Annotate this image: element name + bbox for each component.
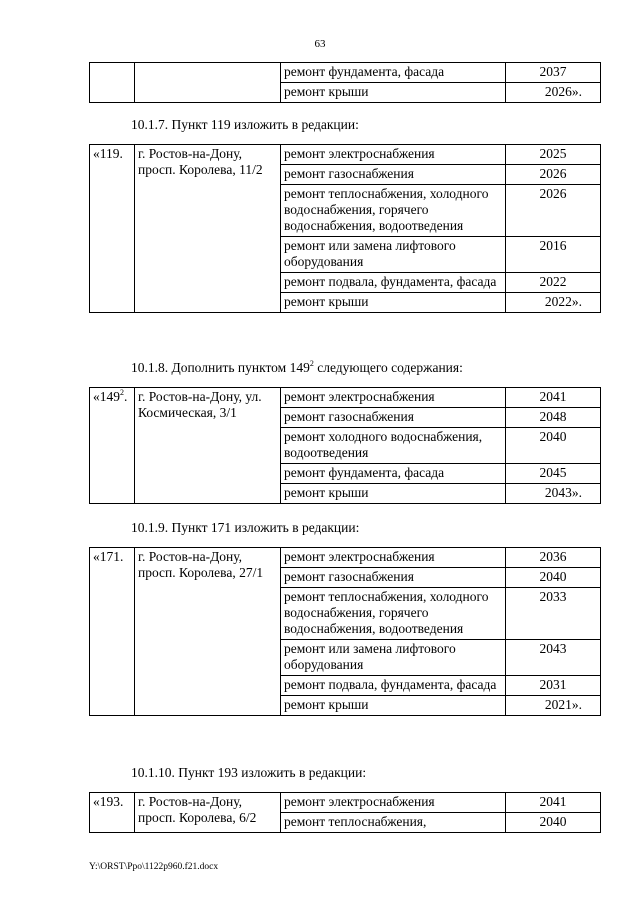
work-cell: ремонт теплоснабжения, [281, 813, 506, 833]
year-cell: 2031 [506, 676, 601, 696]
paragraph-text: следующего содержания: [313, 360, 463, 375]
work-cell: ремонт газоснабжения [281, 408, 506, 428]
year-cell: 2022 [506, 273, 601, 293]
work-cell: ремонт подвала, фундамента, фасада [281, 273, 506, 293]
work-cell: ремонт газоснабжения [281, 165, 506, 185]
year-cell: 2021». [506, 696, 601, 716]
table-row [90, 388, 601, 408]
top-table [89, 62, 601, 103]
paragraph-10-1-8 [131, 360, 463, 376]
address-cell: г. Ростов-на-Дону, просп. Королева, 11/2 [135, 145, 281, 313]
paragraph-10-1-7: 10.1.7. Пункт 119 изложить в редакции: [131, 117, 359, 132]
superscript: 2 [309, 359, 314, 368]
year-cell: 2040 [506, 568, 601, 588]
table-item-119 [89, 144, 601, 313]
work-cell: ремонт крыши [281, 293, 506, 313]
table-item-171 [89, 547, 601, 716]
year-cell: 2041 [506, 793, 601, 813]
work-cell: ремонт электроснабжения [281, 388, 506, 408]
paragraph-10-1-10: 10.1.10. Пункт 193 изложить в редакции: [131, 765, 367, 780]
item-number: «149 [93, 389, 120, 404]
work-cell: ремонт крыши [281, 83, 506, 103]
year-cell: 2043 [506, 640, 601, 676]
work-cell: ремонт холодного водоснабжения, водоотведения [281, 428, 506, 464]
table-item-193 [89, 792, 601, 833]
year-cell: 2026 [506, 165, 601, 185]
superscript: 2 [120, 388, 124, 397]
work-cell: ремонт или замена лифтового оборудования [281, 237, 506, 273]
year-cell: 2048 [506, 408, 601, 428]
table-row [90, 548, 601, 568]
year-cell: 2045 [506, 464, 601, 484]
work-cell: ремонт фундамента, фасада [281, 464, 506, 484]
year-cell: 2025 [506, 145, 601, 165]
address-cell: г. Ростов-на-Дону, просп. Королева, 27/1 [135, 548, 281, 716]
work-cell: ремонт электроснабжения [281, 145, 506, 165]
num-cell: «193. [90, 793, 135, 833]
year-cell: 2022». [506, 293, 601, 313]
address-cell: г. Ростов-на-Дону, просп. Королева, 6/2 [135, 793, 281, 833]
file-path-footer: Y:\ORST\Ppo\1122p960.f21.docx [89, 862, 219, 872]
work-cell: ремонт электроснабжения [281, 793, 506, 813]
year-cell: 2016 [506, 237, 601, 273]
table-row [90, 145, 601, 165]
year-cell: 2026». [506, 83, 601, 103]
table-row [90, 63, 601, 83]
paragraph-text: 10.1.8. Дополнить пунктом 149 [131, 360, 310, 375]
item-number-suffix: . [124, 389, 128, 404]
work-cell: ремонт крыши [281, 696, 506, 716]
year-cell: 2036 [506, 548, 601, 568]
address-cell: г. Ростов-на-Дону, ул. Космическая, 3/1 [135, 388, 281, 504]
num-cell: «171. [90, 548, 135, 716]
year-cell: 2026 [506, 185, 601, 237]
year-cell: 2033 [506, 588, 601, 640]
num-cell [90, 63, 135, 103]
page-number: 63 [314, 38, 326, 50]
work-cell: ремонт газоснабжения [281, 568, 506, 588]
year-cell: 2043». [506, 484, 601, 504]
num-cell: «119. [90, 145, 135, 313]
work-cell: ремонт крыши [281, 484, 506, 504]
year-cell: 2041 [506, 388, 601, 408]
year-cell: 2037 [506, 63, 601, 83]
work-cell: ремонт или замена лифтового оборудования [281, 640, 506, 676]
work-cell: ремонт подвала, фундамента, фасада [281, 676, 506, 696]
address-cell [135, 63, 281, 103]
table-row [90, 793, 601, 813]
year-cell: 2040 [506, 813, 601, 833]
paragraph-10-1-9: 10.1.9. Пункт 171 изложить в редакции: [131, 520, 360, 535]
work-cell: ремонт теплоснабжения, холодного водоснабжения, горячего водоснабжения, водоотведения [281, 185, 506, 237]
work-cell: ремонт фундамента, фасада [281, 63, 506, 83]
work-cell: ремонт электроснабжения [281, 548, 506, 568]
year-cell: 2040 [506, 428, 601, 464]
table-item-149-2 [89, 387, 601, 504]
num-cell [90, 388, 135, 504]
work-cell: ремонт теплоснабжения, холодного водоснабжения, горячего водоснабжения, водоотведения [281, 588, 506, 640]
